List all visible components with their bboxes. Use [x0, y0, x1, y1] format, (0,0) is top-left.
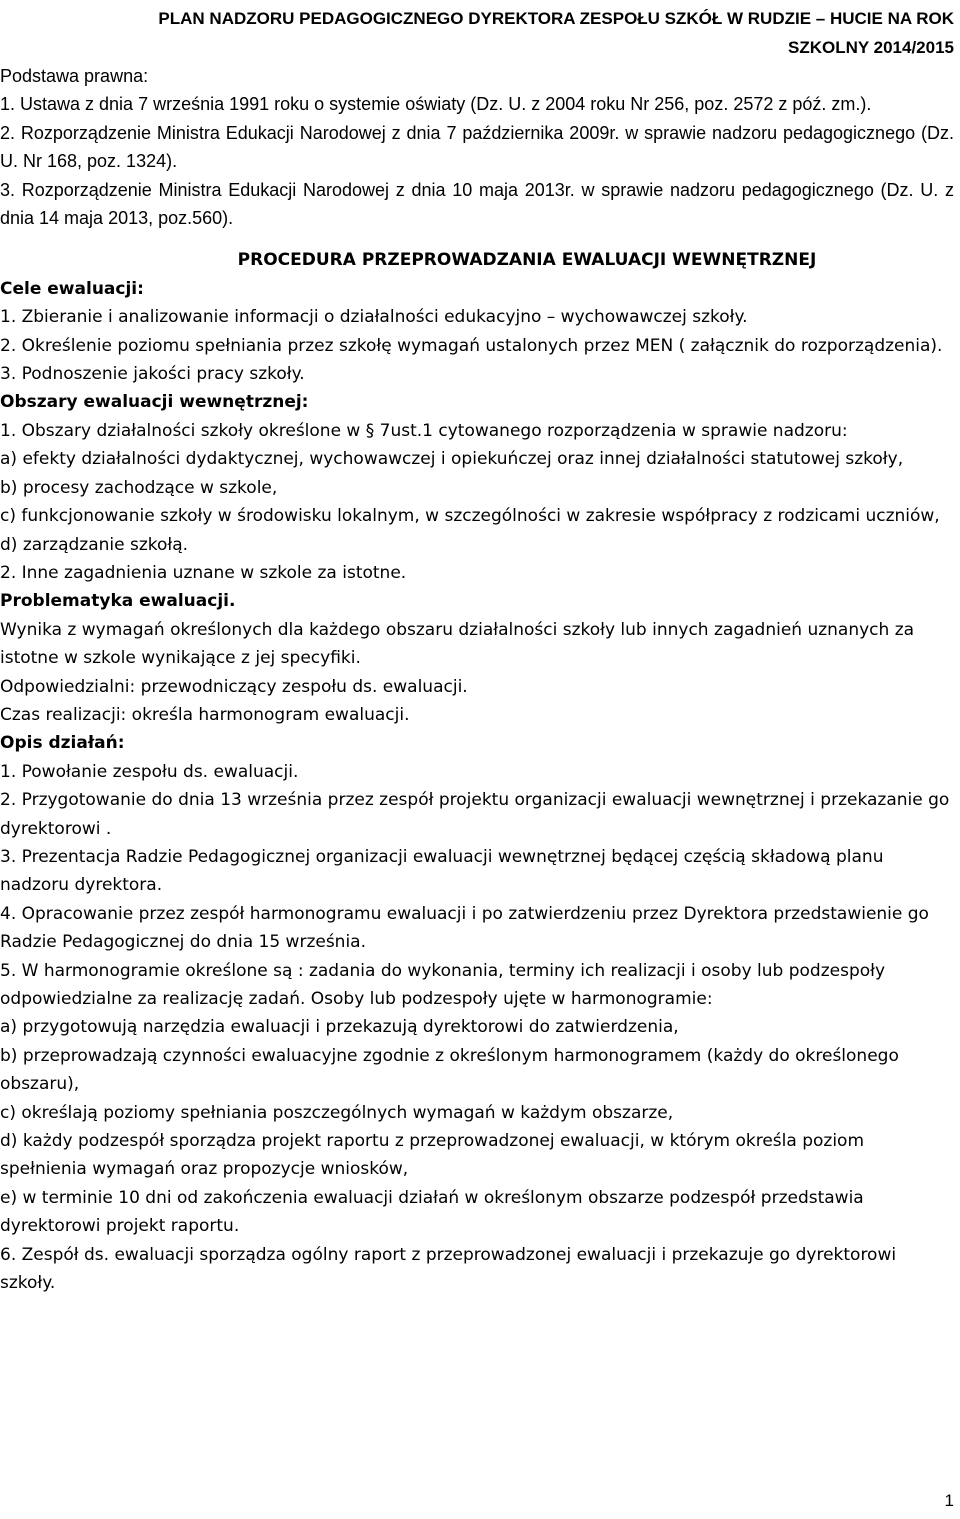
actions-item: 5. W harmonogramie określone są : zadania do wykonania, terminy ich realizacji i osoby lub podzespoły odpowiedzialne za realizację zadań. Osoby lub podzespoły ujęte w harmonogramie: [0, 960, 886, 1009]
actions-item: e) w terminie 10 dni od zakończenia ewaluacji działań w określonym obszarze podzespół przedstawia dyrektorowi projekt raportu. [0, 1187, 864, 1237]
areas-item: c) funkcjonowanie szkoły w środowisku lokalnym, w szczególności w zakresie współpracy z rodzicami uczniów, [0, 506, 940, 527]
areas-heading: Obszary ewaluacji wewnętrznej: [0, 392, 309, 413]
problems-heading: Problematyka ewaluacji. [0, 591, 236, 612]
actions-item: 4. Opracowanie przez zespół harmonogramu ewaluacji i po zatwierdzeniu przez Dyrektora przedstawienie go Radzie Pedagogicznej do dnia 15 września. [0, 903, 929, 953]
title-line-1: PLAN NADZORU PEDAGOGICZNEGO DYREKTORA ZESPOŁU SZKÓŁ W RUDZIE – HUCIE NA ROK [158, 9, 954, 28]
areas-item: a) efekty działalności dydaktycznej, wychowawczej i opiekuńczej oraz innej działalności statutowej szkoły, [0, 449, 904, 470]
goals-item: 3. Podnoszenie jakości pracy szkoły. [0, 364, 305, 385]
problems-item: Wynika z wymagań określonych dla każdego obszaru działalności szkoły lub innych zagadnień uznanych za istotne w szkole wynikające z jej specyfiki. [0, 619, 915, 669]
legal-basis-item: 1. Ustawa z dnia 7 września 1991 roku o systemie oświaty (Dz. U. z 2004 roku Nr 256, poz. 2572 z póź. zm.). [0, 94, 872, 115]
legal-basis-item: 3. Rozporządzenie Ministra Edukacji Narodowej z dnia 10 maja 2013r. w sprawie nadzoru pedagogicznego (Dz. U. z dnia 14 maja 2013, poz.560). [0, 179, 954, 229]
areas-item: d) zarządzanie szkołą. [0, 534, 189, 555]
goals-heading: Cele ewaluacji: [0, 278, 144, 299]
areas-item: b) procesy zachodzące w szkole, [0, 477, 278, 498]
document-title [0, 0, 960, 62]
areas-item: 1. Obszary działalności szkoły określone w § 7ust.1 cytowanego rozporządzenia w sprawie nadzoru: [0, 420, 848, 441]
actions-item: d) każdy podzespół sporządza projekt raportu z przeprowadzonej ewaluacji, w którym określa poziom spełnienia wymagań oraz propozycje wniosków, [0, 1131, 865, 1180]
legal-basis-item: 2. Rozporządzenie Ministra Edukacji Narodowej z dnia 7 października 2009r. w sprawie nadzoru pedagogicznego (Dz. U. Nr 168, poz. 1324). [0, 122, 954, 172]
actions-item: 6. Zespół ds. ewaluacji sporządza ogólny raport z przeprowadzonej ewaluacji i przekazuje go dyrektorowi szkoły. [0, 1244, 897, 1294]
goals-item: 2. Określenie poziomu spełniania przez szkołę wymagań ustalonych przez MEN ( załącznik do rozporządzenia). [0, 335, 943, 356]
actions-item: c) określają poziomy spełniania poszczególnych wymagań w każdym obszarze, [0, 1102, 674, 1123]
goals-item: 1. Zbieranie i analizowanie informacji o działalności edukacyjno – wychowawczej szkoły. [0, 307, 748, 328]
actions-item: 2. Przygotowanie do dnia 13 września przez zespół projektu organizacji ewaluacji wewnętrznej i przekazanie go dyrektorowi . [0, 790, 950, 839]
actions-item: 3. Prezentacja Radzie Pedagogicznej organizacji ewaluacji wewnętrznej będącej częścią składową planu nadzoru dyrektora. [0, 846, 884, 896]
procedure-title: PROCEDURA PRZEPROWADZANIA EWALUACJI WEWNĘTRZNEJ [237, 250, 817, 271]
areas-item: 2. Inne zagadnienia uznane w szkole za istotne. [0, 562, 407, 583]
title-line-2: SZKOLNY 2014/2015 [788, 38, 954, 57]
actions-item: b) przeprowadzają czynności ewaluacyjne zgodnie z określonym harmonogramem (każdy do określonego obszaru), [0, 1045, 899, 1095]
document-body [0, 62, 960, 1297]
legal-basis-section [0, 62, 954, 232]
actions-item: a) przygotowują narzędzia ewaluacji i przekazują dyrektorowi do zatwierdzenia, [0, 1017, 679, 1038]
actions-item: 1. Powołanie zespołu ds. ewaluacji. [0, 761, 299, 782]
legal-basis-label: Podstawa prawna: [0, 66, 149, 86]
actions-heading: Opis działań: [0, 733, 125, 754]
problems-item: Czas realizacji: określa harmonogram ewaluacji. [0, 704, 410, 725]
page-number: 1 [944, 1491, 954, 1510]
problems-item: Odpowiedzialni: przewodniczący zespołu ds. ewaluacji. [0, 676, 468, 697]
